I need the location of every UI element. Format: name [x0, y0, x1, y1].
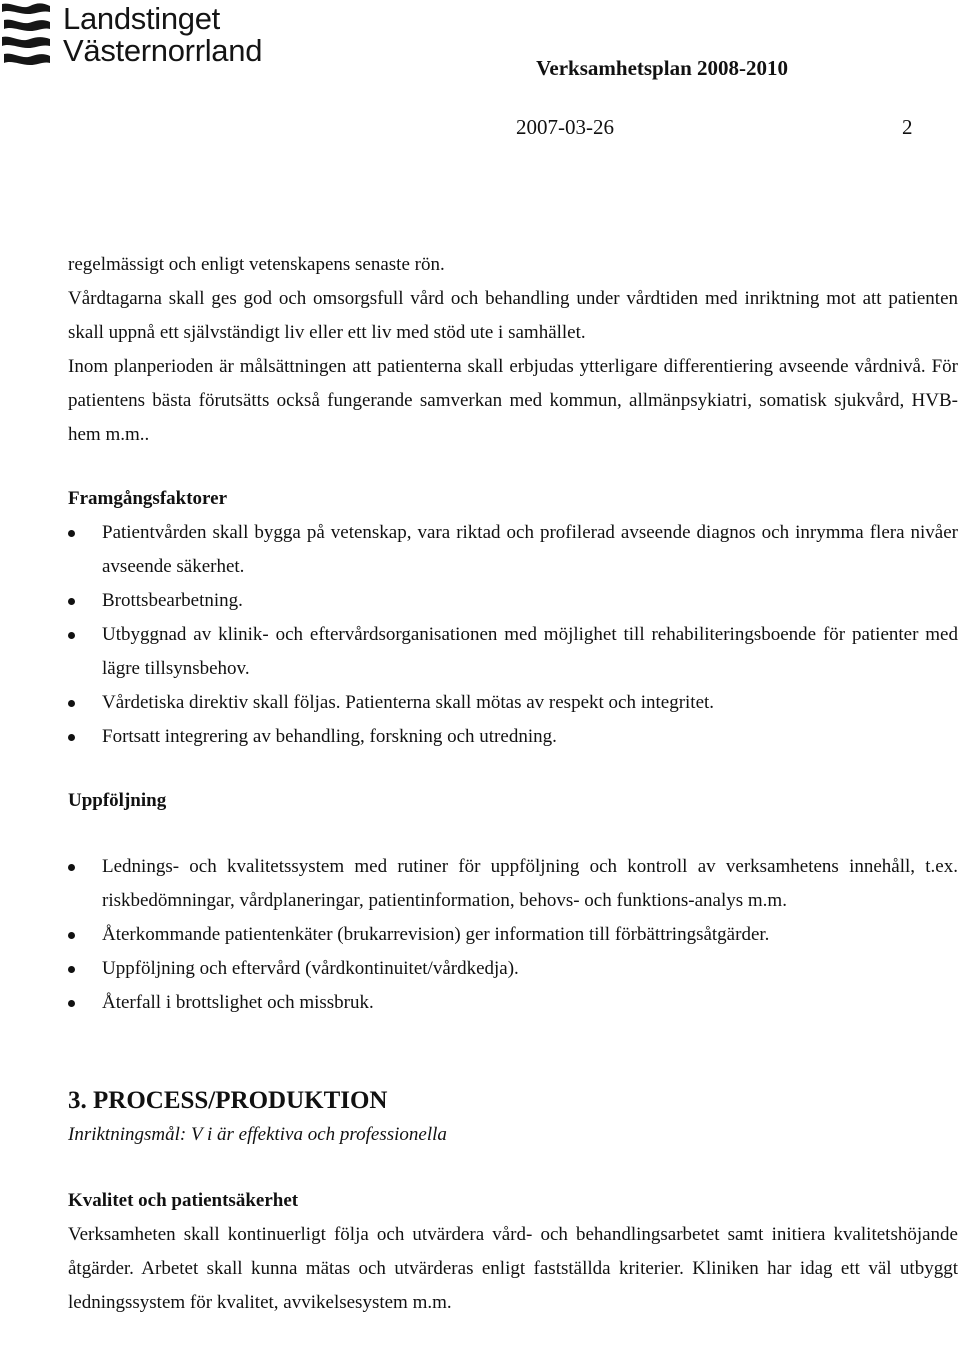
bullet-icon [68, 700, 75, 707]
list-item: Fortsatt integrering av behandling, forskning och utredning. [68, 720, 958, 754]
bullet-icon [68, 598, 75, 605]
bullet-icon [68, 864, 75, 871]
bullet-icon [68, 530, 75, 537]
document-body [68, 248, 958, 1320]
list-item: Patientvården skall bygga på vetenskap, vara riktad och profilerad avseende diagnos och inrymma flera nivåer avseende säkerhet. [68, 516, 958, 584]
list-item: Återkommande patientenkäter (brukarrevision) ger information till förbättringsåtgärder. [68, 918, 958, 952]
intro-paragraph-3: Inom planperioden är målsättningen att patienterna skall erbjudas ytterligare differentiering avseende vårdnivå. För patientens bästa förutsätts också fungerande samverkan med kommun, allmänpsykiatri, somatisk sjukvård, HVB-hem m.m.. [68, 356, 958, 445]
follow-up-list [68, 850, 958, 1020]
section-title: 3. PROCESS/PRODUKTION [68, 1087, 388, 1114]
list-item: Utbyggnad av klinik- och eftervårdsorganisationen med möjlighet till rehabiliteringsboende för patienter med lägre tillsynsbehov. [68, 618, 958, 686]
intro-paragraph-1: regelmässigt och enligt vetenskapens senaste rön. [68, 254, 445, 275]
landstinget-fish-emblem-icon [0, 0, 54, 70]
bullet-icon [68, 734, 75, 741]
follow-up-heading: Uppföljning [68, 790, 167, 811]
logo-wordmark [63, 3, 262, 67]
bullet-icon [68, 632, 75, 639]
success-factors-list [68, 516, 958, 754]
list-item: Vårdetiska direktiv skall följas. Patienterna skall mötas av respekt och integritet. [68, 686, 958, 720]
logo-line-2: Västernorrland [63, 33, 263, 68]
bullet-icon [68, 966, 75, 973]
logo-line-1: Landstinget [63, 1, 220, 36]
page-number: 2 [902, 115, 913, 139]
section-subtitle: Inriktningsmål: V i är effektiva och professionella [68, 1124, 447, 1145]
document-date: 2007-03-26 [516, 115, 614, 139]
list-item: Lednings- och kvalitetssystem med rutiner för uppföljning och kontroll av verksamhetens innehåll, t.ex. riskbedömningar, vårdplaneringar, patientinformation, behovs- och funktions-analys m.m. [68, 850, 958, 918]
bullet-icon [68, 1000, 75, 1007]
intro-paragraph-2: Vårdtagarna skall ges god och omsorgsfull vård och behandling under vårdtiden med inriktning mot att patienten skall uppnå ett självständigt liv eller ett liv med stöd ute i samhället. [68, 288, 958, 343]
list-item: Brottsbearbetning. [68, 584, 958, 618]
success-factors-heading: Framgångsfaktorer [68, 488, 228, 509]
bullet-icon [68, 932, 75, 939]
list-item: Återfall i brottslighet och missbruk. [68, 986, 958, 1020]
organization-logo [0, 0, 262, 72]
quality-heading: Kvalitet och patientsäkerhet [68, 1190, 299, 1211]
quality-paragraph: Verksamheten skall kontinuerligt följa och utvärdera vård- och behandlingsarbetet samt initiera kvalitetshöjande åtgärder. Arbetet skall kunna mätas och utvärderas enligt fastställda kriterier. Kliniken har idag ett väl utbyggt ledningssystem för kvalitet, avvikelsesystem m.m. [68, 1224, 958, 1313]
list-item: Uppföljning och eftervård (vårdkontinuitet/vårdkedja). [68, 952, 958, 986]
document-title: Verksamhetsplan 2008-2010 [536, 56, 788, 80]
